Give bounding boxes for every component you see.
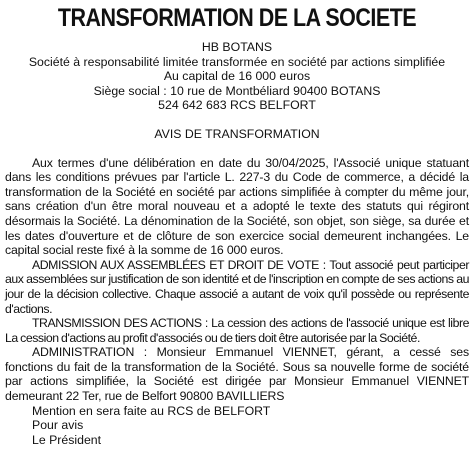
company-form: Société à responsabilité limitée transformée en société par actions simplifiée — [28, 54, 446, 69]
company-capital: Au capital de 16 000 euros — [163, 69, 311, 84]
company-seat: Siège social : 10 rue de Montbéliard 90400 BOTANS — [93, 83, 381, 98]
company-info — [5, 40, 469, 113]
paragraph-transmission: TRANSMISSION DES ACTIONS : La cession des actions de l'associé unique est libre La cession d'actions au profit d'associés ou de tiers doit être autorisée par la Société. — [5, 316, 469, 345]
paragraph-administration: ADMINISTRATION : Monsieur Emmanuel VIENNET, gérant, a cessé ses fonctions du fait de la transformation de la Société. Sous sa nouvelle forme de société par actions simplifiée, la Société est dirigée par Monsieur Emmanuel VIENNET demeurant 22 Ter, rue de Belfort 90800 BAVILLIERS — [5, 345, 469, 404]
notice-closing — [5, 404, 469, 448]
paragraph-deliberation: Aux termes d'une délibération en date du 30/04/2025, l'Associé unique statuant dans les conditions prévues par l'article L. 227-3 du Code de commerce, a décidé la transformation de la Société en société par actions simplifiée à compter du même jour, sans création d'un être moral nouveau et a adopté le texte des statuts qui régiront désormais la Société. La dénomination de la Société, son objet, son siège, sa durée et les dates d'ouverture et de clôture de son exercice social demeurent inchangées. Le capital social reste fixé à la somme de 16 000 euros. — [5, 155, 469, 258]
closing-pour-avis: Pour avis — [32, 418, 84, 433]
notice-body — [5, 156, 469, 404]
closing-mention: Mention en sera faite au RCS de BELFORT — [32, 403, 271, 418]
paragraph-admission: ADMISSION AUX ASSEMBLÉES ET DROIT DE VOTE : Tout associé peut participer aux assemblées sur justification de son identité et de l'inscription en compte de ses actions au jour de la décision collective. Chaque associé a autant de voix qu'il possède ou représente d'actions. — [5, 257, 469, 316]
notice-title: TRANSFORMATION DE LA SOCIETE — [57, 4, 417, 32]
company-name: HB BOTANS — [201, 40, 273, 54]
closing-signatory: Le Président — [32, 432, 102, 447]
notice-heading: AVIS DE TRANSFORMATION — [154, 126, 320, 141]
company-rcs: 524 642 683 RCS BELFORT — [158, 98, 316, 113]
